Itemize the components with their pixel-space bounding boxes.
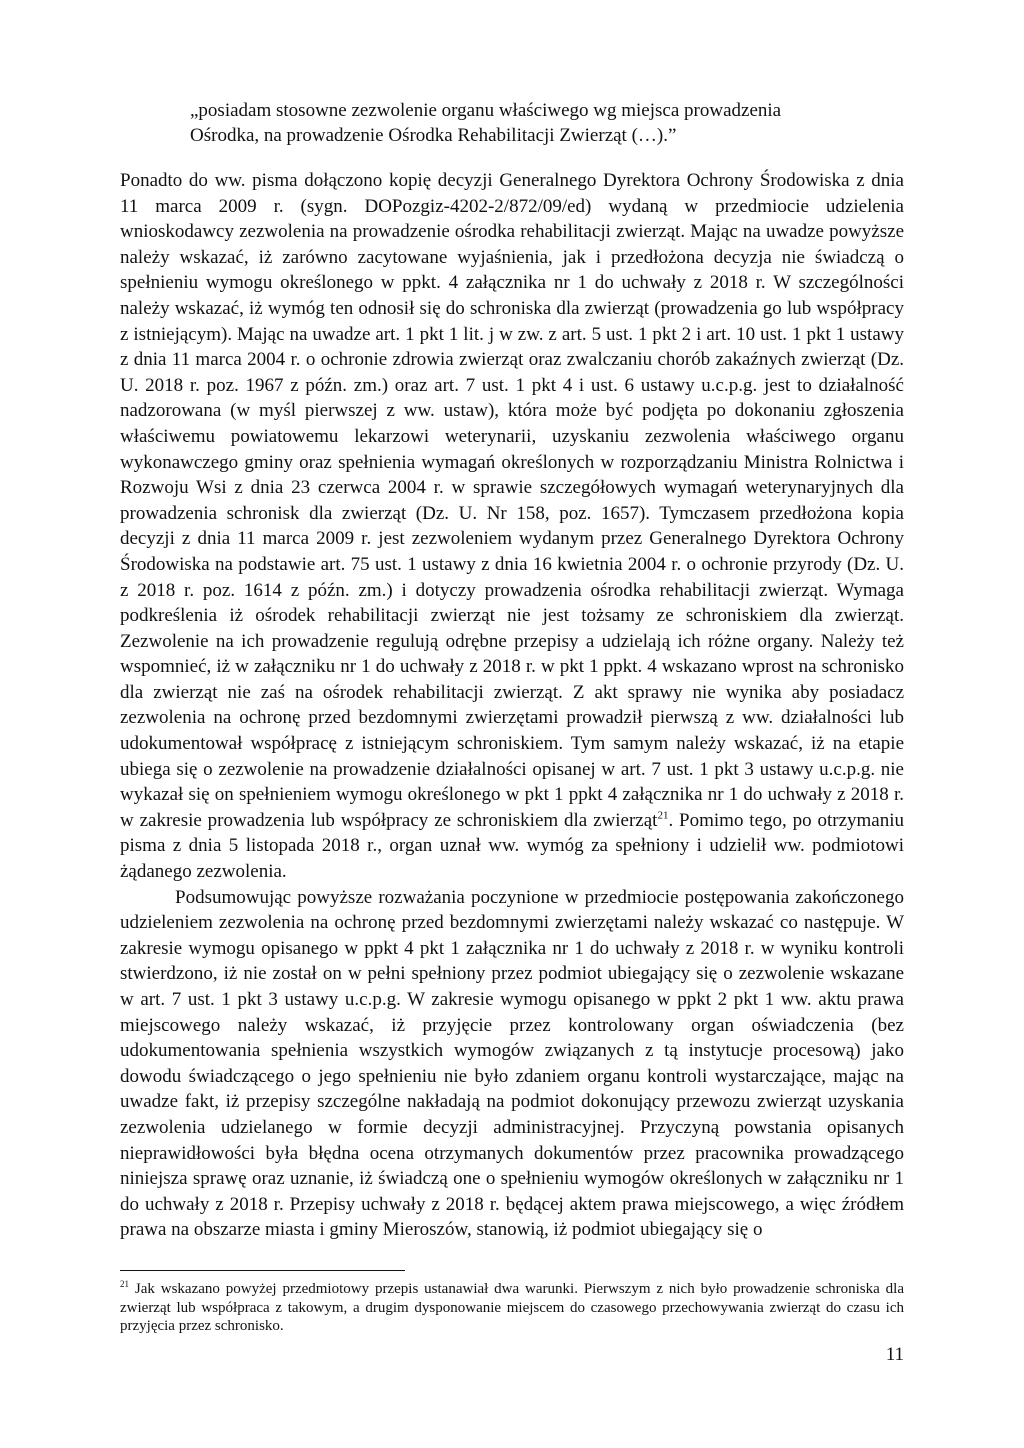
paragraph-text: Ponadto do ww. pisma dołączono kopię decyzji Generalnego Dyrektora Ochrony Środowiska z dnia 11 marca 2009 r. (sygn. DOPozgiz-4202-2/872/09/ed) wydaną w przedmiocie udzielenia wnioskodawcy zezwolenia na prowadzenie ośrodka rehabilitacji zwierząt. Mając na uwadze powyższe należy wskazać, iż zarówno zacytowane wyjaśnienia, jak i przedłożona decyzja nie świadczą o spełnieniu wymogu określonego w ppkt. 4 załącznika nr 1 do uchwały z 2018 r. W szczególności należy wskazać, iż wymóg ten odnosił się do schroniska dla zwierząt (prowadzenia go lub współpracy z istniejącym). Mając na uwadze art. 1 pkt 1 lit. j w zw. z art. 5 ust. 1 pkt 2 i art. 10 ust. 1 pkt 1 ustawy z dnia 11 marca 2004 r. o ochronie zdrowia zwierząt oraz zwalczaniu chorób zakaźnych zwierząt (Dz. U. 2018 r. poz. 1967 z późn. zm.) oraz art. 7 ust. 1 pkt 4 i ust. 6 ustawy u.c.p.g. jest to działalność nadzorowana (w myśl pierwszej z ww. ustaw), która może być podjęta po dokonaniu zgłoszenia właściwemu powiatowemu lekarzowi weterynarii, uzyskaniu zezwolenia właściwego organu wykonawczego gminy oraz spełnienia wymagań określonych w rozporządzaniu Ministra Rolnictwa i Rozwoju Wsi z dnia 23 czerwca 2004 r. w sprawie szczegółowych wymagań weterynaryjnych dla prowadzenia schronisk dla zwierząt (Dz. U. Nr 158, poz. 1657). Tymczasem przedłożona kopia decyzji z dnia 11 marca 2009 r. jest zezwoleniem wydanym przez Generalnego Dyrektora Ochrony Środowiska na podstawie art. 75 ust. 1 ustawy z dnia 16 kwietnia 2004 r. o ochronie przyrody (Dz. U. z 2018 r. poz. 1614 z późn. zm.) i dotyczy prowadzenia ośrodka rehabilitacji zwierząt. Wymaga podkreślenia iż ośrodek rehabilitacji zwierząt nie jest tożsamy ze schroniskiem dla zwierząt. Zezwolenie na ich prowadzenie regulują odrębne przepisy a udzielają ich różne organy. Należy też wspomnieć, iż w załączniku nr 1 do uchwały z 2018 r. w pkt 1 ppkt. 4 wskazano wprost na schronisko dla zwierząt nie zaś na ośrodek rehabilitacji zwierząt. Z akt sprawy nie wynika aby posiadacz zezwolenia na ochronę przed bezdomnymi zwierzętami prowadził pierwszą z ww. działalności lub udokumentował współpracę z istniejącym schroniskiem. Tym samym należy wskazać, iż na etapie ubiega się o zezwolenie na prowadzenie działalności opisanej w art. 7 ust. 1 pkt 3 ustawy u.c.p.g. nie wykazał się on spełnieniem wymogu określonego w pkt 1 ppkt 4 załącznika nr 1 do uchwały z 2018 r. w zakresie prowadzenia lub współpracy ze schroniskiem dla zwierząt [120, 170, 904, 831]
main-body [120, 168, 904, 1243]
paragraph-text: . Pomimo tego, po otrzymaniu pisma z dnia 5 listopada 2018 r., organ uznał ww. wymóg za spełniony i udzielił ww. podmiotowi żądanego zezwolenia. [120, 809, 904, 883]
paragraph: Podsumowując powyższe rozważania poczynione w przedmiocie postępowania zakończonego udzieleniem zezwolenia na ochronę przed bezdomnymi zwierzętami należy wskazać co następuje. W zakresie wymogu opisanego w ppkt 4 pkt 1 załącznika nr 1 do uchwały z 2018 r. w wyniku kontroli stwierdzono, iż nie został on w pełni spełniony przez podmiot ubiegający się o zezwolenie wskazane w art. 7 ust. 1 pkt 3 ustawy u.c.p.g. W zakresie wymogu opisanego w ppkt 2 pkt 1 ww. aktu prawa miejscowego należy wskazać, iż przyjęcie przez kontrolowany organ oświadczenia (bez udokumentowania spełnienia wszystkich wymogów związanych z tą instytucje procesową) jako dowodu świadczącego o jego spełnieniu nie było zdaniem organu kontroli wystarczające, mając na uwadze fakt, iż przepisy szczególne nakładają na podmiot dokonujący przewozu zwierząt uzyskania zezwolenia udzielanego w formie decyzji administracyjnej. Przyczyną powstania opisanych nieprawidłowości była błędna ocena otrzymanych dokumentów przez pracownika prowadzącego niniejsza sprawę oraz uznanie, iż świadczą one o spełnieniu wymogów określonych w załączniku nr 1 do uchwały z 2018 r. Przepisy uchwały z 2018 r. będącej aktem prawa miejscowego, a więc źródłem prawa na obszarze miasta i gminy Mieroszów, stanowią, iż podmiot ubiegający się o [120, 886, 904, 1241]
paragraph [120, 168, 904, 885]
quoted-statement: „posiadam stosowne zezwolenie organu właściwego wg miejsca prowadzenia Ośrodka, na prowadzenie Ośrodka Rehabilitacji Zwierząt (…).” [190, 100, 782, 146]
footnote-text: Jak wskazano powyżej przedmiotowy przepis ustanawiał dwa warunki. Pierwszym z nich było prowadzenie schroniska dla zwierząt lub współpraca z takowym, a drugim dysponowanie miejscem do czasowego przechowywania zwierząt do czasu ich przyjęcia przez schronisko. [120, 1281, 904, 1335]
footnote-reference[interactable]: 21 [657, 809, 669, 822]
footnote [120, 1280, 904, 1336]
footnote-number: 21 [120, 1279, 129, 1289]
page-number: 11 [885, 1344, 904, 1365]
footnote-separator [120, 1270, 405, 1271]
